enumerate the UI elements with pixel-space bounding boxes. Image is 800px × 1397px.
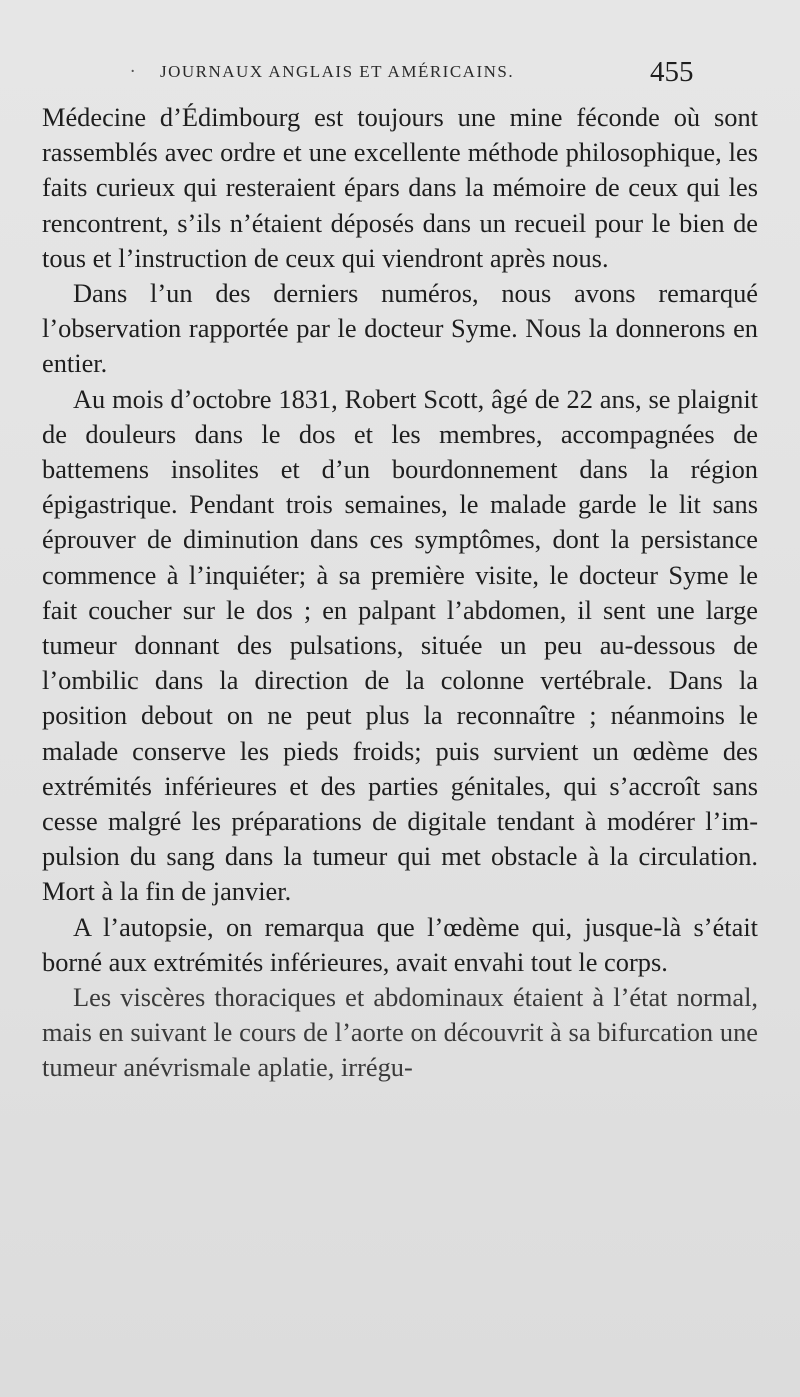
header-dot: · — [130, 62, 136, 82]
page-header — [0, 58, 800, 98]
paragraph-5: Les viscères thoraciques et abdominaux étaient à l’état normal, mais en suivant le cours de l’aorte on découvrit à sa bifurcation une tumeur anévrismale aplatie, irrégu- — [42, 982, 758, 1083]
paragraph-2: Dans l’un des derniers numéros, nous avons remarqué l’observation rapportée par le docteur Syme. Nous la donnerons en entier. — [42, 278, 758, 379]
paragraph-3: Au mois d’octobre 1831, Robert Scott, âgé de 22 ans, se plaignit de douleurs dans le dos et les membres, accompagnées de battemens insolites et d’un bourdonnement dans la région épigastrique. Pendant trois semaines, le malade garde le lit sans éprouver de diminution dans ces symptômes, dont la persistance commence à l’inquiéter; à sa première visite, le docteur Syme le fait coucher sur le dos ; en palpant l’abdomen, il sent une large tumeur donnant des pulsations, située un peu au-dessous de l’ombilic dans la direction de la colonne vertébrale. Dans la position debout on ne peut plus la reconnaître ; néanmoins le malade conserve les pieds froids; puis survient un œdème des extrémités inférieures et des parties génitales, qui s’accroît sans cesse malgré les préparations de digitale tendant à modérer l’impulsion du sang dans la tumeur qui met obstacle à la circulation. Mort à la fin de janvier. — [42, 383, 758, 907]
paragraph-1: Médecine d’Édimbourg est toujours une mine féconde où sont rassemblés avec ordre et une excellente méthode philosophique, les faits curieux qui resteraient épars dans la mémoire de ceux qui les rencontrent, s’ils n’étaient déposés dans un recueil pour le bien de tous et l’instruction de ceux qui viendront après nous. — [42, 102, 758, 273]
running-head: JOURNAUX ANGLAIS ET AMÉRICAINS. — [160, 62, 515, 81]
body-text — [42, 100, 758, 1086]
paragraph-4: A l’autopsie, on remarqua que l’œdème qui, jusque-là s’était borné aux extrémités inférieures, avait envahi tout le corps. — [42, 911, 758, 977]
page-number: 455 — [650, 56, 694, 88]
